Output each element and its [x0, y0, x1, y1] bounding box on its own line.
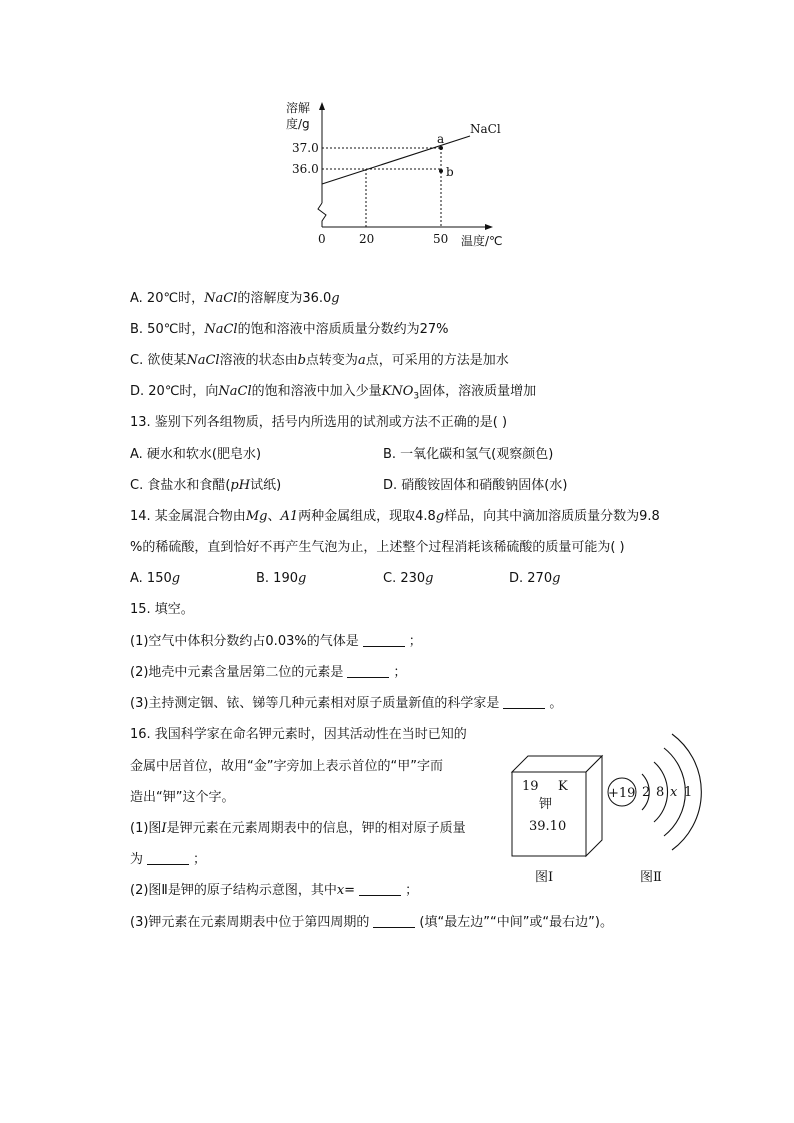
q16-line1: 16. 我国科学家在命名钾元素时，因其活动性在当时已知的: [130, 727, 467, 742]
card-mass: 39.10: [529, 819, 567, 834]
answer-blank[interactable]: [347, 663, 389, 678]
q14-option-d: D. 270g: [509, 571, 561, 586]
q16-line5: 为 ；: [130, 852, 207, 867]
y-axis-break: [318, 203, 326, 227]
answer-blank[interactable]: [373, 913, 415, 928]
solubility-chart: [280, 95, 520, 255]
q12-option-a: A. 20℃时，NaCl的溶解度为36.0g: [130, 291, 340, 306]
q13-option-c: C. 食盐水和食醋(pH试纸): [130, 478, 282, 493]
q14-stem-line2: %的稀硫酸，直到恰好不再产生气泡为止，上述整个过程消耗该稀硫酸的质量可能为( ): [130, 540, 625, 555]
q14-option-a: A. 150g: [130, 571, 181, 586]
nacl-label: NaCl: [470, 122, 501, 136]
q14-option-b: B. 190g: [256, 571, 307, 586]
q16-line6: (2)图Ⅱ是钾的原子结构示意图，其中x= ；: [130, 883, 419, 898]
ytick-37: 37.0: [292, 141, 319, 155]
figure-1-caption: 图Ⅰ: [535, 870, 554, 885]
shell-1-electrons: 2: [642, 785, 651, 800]
q15-sub2: (2)地壳中元素含量居第二位的元素是 ；: [130, 665, 407, 680]
q15-sub1: (1)空气中体积分数约占0.03%的气体是 ；: [130, 634, 422, 649]
answer-blank[interactable]: [147, 850, 189, 865]
card-symbol: K: [558, 779, 568, 794]
q15-stem: 15. 填空。: [130, 602, 194, 617]
q14-option-c: C. 230g: [383, 571, 434, 586]
chart-xlabel: 温度/℃: [461, 234, 503, 248]
xtick-20: 20: [359, 232, 375, 246]
card-name: 钾: [539, 797, 553, 812]
card-side-face: [586, 756, 602, 856]
atom-structure-figure: [604, 722, 714, 862]
figure-2-caption: 图Ⅱ: [640, 870, 662, 885]
point-b-label: b: [446, 165, 454, 179]
q13-option-d: D. 硝酸铵固体和硝酸钠固体(水): [383, 478, 568, 493]
q16-line2: 金属中居首位，故用“金”字旁加上表示首位的“甲”字而: [130, 759, 443, 774]
q16-line7: (3)钾元素在元素周期表中位于第四周期的 (填“最左边”“中间”或“最右边”)。: [130, 915, 613, 930]
xtick-50: 50: [433, 232, 449, 246]
point-a-label: a: [437, 132, 445, 146]
q13-option-a: A. 硬水和软水(肥皂水): [130, 447, 262, 462]
q16-line3: 造出“钾”这个字。: [130, 790, 235, 805]
shell-3-electrons: x: [670, 785, 678, 800]
q14-stem-line1: 14. 某金属混合物由Mg、A1两种金属组成，现取4.8g样品，向其中滴加溶质质量分数为9.8: [130, 509, 660, 524]
q12-option-d: D. 20℃时，向NaCl的饱和溶液中加入少量$KNO_3$固体，溶液质量增加: [130, 384, 537, 402]
nucleus-charge: +19: [608, 786, 636, 801]
q12-option-c: C. 欲使某NaCl溶液的状态由b点转变为a点，可采用的方法是加水: [130, 353, 509, 368]
xtick-0: 0: [318, 232, 326, 246]
answer-blank[interactable]: [503, 694, 545, 709]
point-b: [439, 169, 443, 173]
point-a: [439, 146, 443, 150]
q15-sub3: (3)主持测定铟、铱、锑等几种元素相对原子质量新值的科学家是 。: [130, 696, 563, 711]
shell-2-electrons: 8: [656, 785, 665, 800]
y-axis-arrow: [319, 102, 325, 110]
chart-ylabel-line2: 度/g: [286, 117, 310, 131]
shell-4-electrons: 1: [684, 785, 693, 800]
chart-ylabel-line1: 溶解: [286, 101, 311, 115]
q12-option-b: B. 50℃时，NaCl的饱和溶液中溶质质量分数约为27%: [130, 322, 449, 337]
q13-option-b: B. 一氧化碳和氢气(观察颜色): [383, 447, 554, 462]
answer-blank[interactable]: [359, 881, 401, 896]
ytick-36: 36.0: [292, 162, 319, 176]
element-card-figure: [508, 752, 608, 862]
q13-stem: 13. 鉴别下列各组物质，括号内所选用的试剂或方法不正确的是( ): [130, 415, 508, 430]
card-atomic-number: 19: [522, 779, 539, 794]
answer-blank[interactable]: [363, 632, 405, 647]
x-axis-arrow: [485, 224, 493, 230]
q16-line4: (1)图I是钾元素在元素周期表中的信息，钾的相对原子质量: [130, 821, 466, 836]
